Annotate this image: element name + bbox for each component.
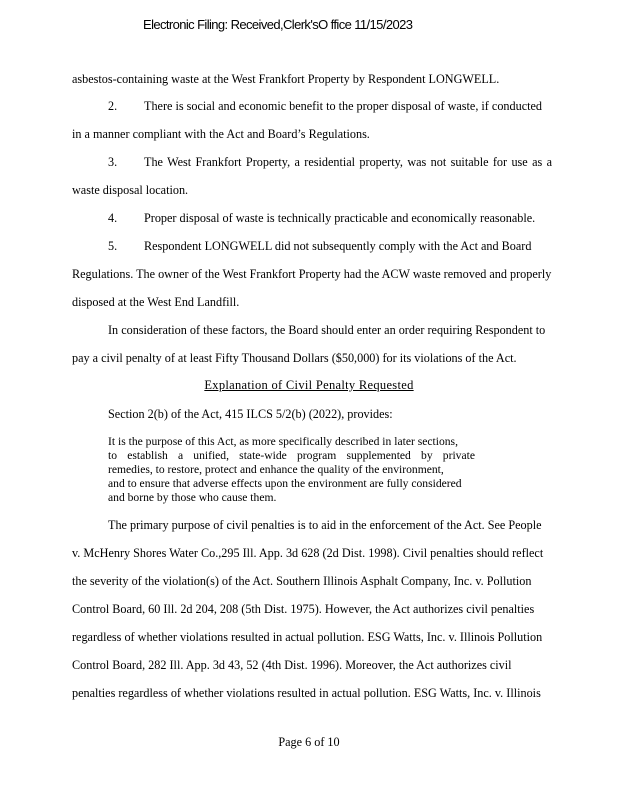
text-line: disposed at the West End Landfill. [72, 295, 240, 309]
page-number: Page 6 of 10 [278, 735, 340, 749]
text-line: Respondent LONGWELL did not subsequently comply with the Act and Board [144, 239, 532, 253]
body-line: the severity of the violation(s) of the Act. Southern Illinois Asphalt Company, Inc. v. Pollution [72, 574, 532, 588]
quote-line: to establish a unified, state-wide program supplemented by private [108, 449, 475, 462]
body-line: penalties regardless of whether violations resulted in actual pollution. ESG Watts, Inc. v. Illinois [72, 686, 541, 700]
text-line: in a manner compliant with the Act and Board’s Regulations. [72, 127, 370, 141]
item-number: 5. [108, 239, 118, 253]
text-line: waste disposal location. [72, 183, 189, 197]
quote-line: It is the purpose of this Act, as more specifically described in later sections, [108, 435, 458, 448]
text-line: The West Frankfort Property, a residential property, was not suitable for use as a [144, 155, 552, 169]
text-line: Proper disposal of waste is technically practicable and economically reasonable. [144, 211, 536, 225]
body-line: Control Board, 60 Ill. 2d 204, 208 (5th Dist. 1975). However, the Act authorizes civil penalties [72, 602, 535, 616]
text-line: Regulations. The owner of the West Frankfort Property had the ACW waste removed and properly [72, 267, 552, 281]
text-line: There is social and economic benefit to the proper disposal of waste, if conducted [144, 99, 542, 113]
body-line: Control Board, 282 Ill. App. 3d 43, 52 (4th Dist. 1996). Moreover, the Act authorizes civil [72, 658, 512, 672]
quote-line: and borne by those who cause them. [108, 491, 277, 504]
body-line: The primary purpose of civil penalties is to aid in the enforcement of the Act. See People [108, 518, 542, 532]
item-number: 3. [108, 155, 118, 169]
filing-stamp-header: Electronic Filing: Received,Clerk'sO ffice 11/15/2023 [143, 17, 413, 32]
quote-line: remedies, to restore, protect and enhance the quality of the environment, [108, 463, 444, 476]
text-line: In consideration of these factors, the Board should enter an order requiring Respondent to [108, 323, 546, 337]
text-line: pay a civil penalty of at least Fifty Thousand Dollars ($50,000) for its violations of the Act. [72, 351, 517, 365]
text-line: asbestos-containing waste at the West Frankfort Property by Respondent LONGWELL. [72, 72, 500, 86]
section-intro: Section 2(b) of the Act, 415 ILCS 5/2(b) (2022), provides: [108, 407, 393, 421]
quote-line: and to ensure that adverse effects upon the environment are fully considered [108, 477, 462, 490]
section-heading [0, 378, 618, 393]
body-line: v. McHenry Shores Water Co.,295 Ill. App. 3d 628 (2d Dist. 1998). Civil penalties should reflect [72, 546, 544, 560]
section-heading-text: Explanation of Civil Penalty Requested [204, 378, 414, 392]
body-line: regardless of whether violations resulted in actual pollution. ESG Watts, Inc. v. Illinois Pollution [72, 630, 543, 644]
item-number: 4. [108, 211, 118, 225]
item-number: 2. [108, 99, 118, 113]
